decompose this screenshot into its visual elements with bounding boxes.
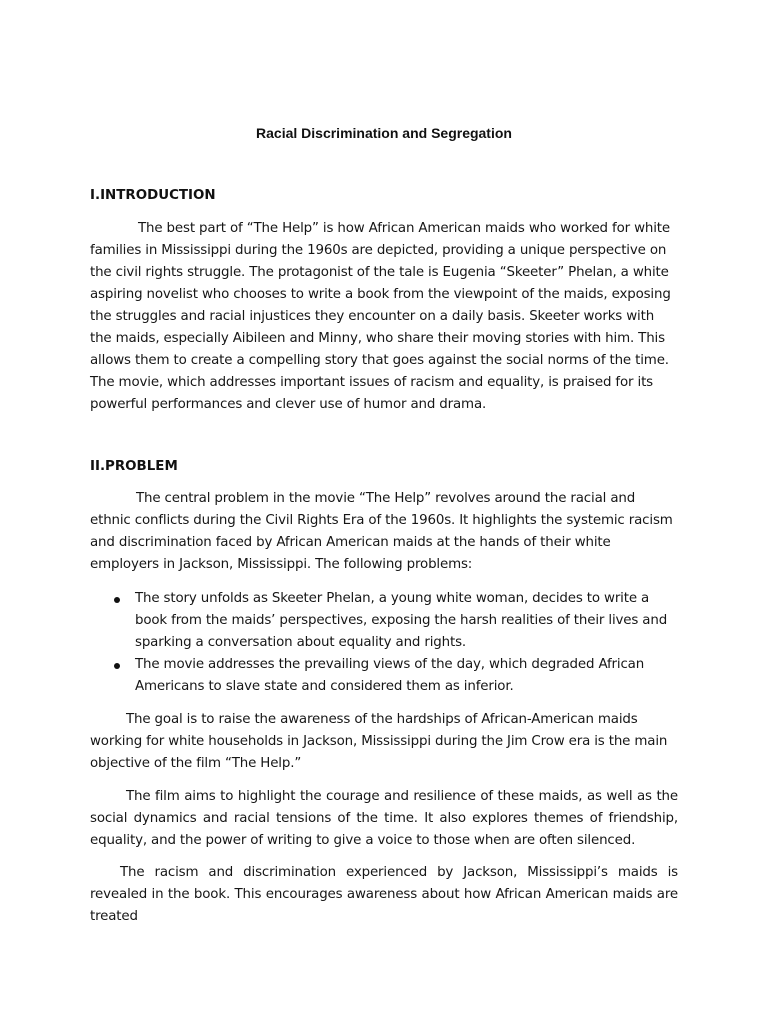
bullet-icon: [114, 597, 120, 603]
document-title: Racial Discrimination and Segregation: [256, 125, 512, 141]
goal-paragraph: The goal is to raise the awareness of the hardships of African-American maids working for white households in Jackson, Mississippi during the Jim Crow era is the main objective of the film “The Help.”: [90, 712, 668, 771]
problem-bullet-list: [90, 588, 678, 698]
bullet-text: The story unfolds as Skeeter Phelan, a young white woman, decides to write a book from the maids’ perspectives, exposing the harsh realities of their lives and sparking a conversation about equality and rights.: [135, 591, 668, 650]
list-item: [90, 654, 678, 698]
problem-intro-paragraph: The central problem in the movie “The Help” revolves around the racial and ethnic conflicts during the Civil Rights Era of the 1960s. It highlights the systemic racism and discrimination faced by African American maids at the hands of their white employers in Jackson, Mississippi. The following problems:: [90, 491, 673, 572]
list-item: [90, 588, 678, 654]
bullet-icon: [114, 663, 120, 669]
racism-paragraph: The racism and discrimination experienced by Jackson, Mississippi’s maids is revealed in the book. This encourages awareness about how African American maids are treated: [90, 865, 678, 924]
film-aims-paragraph: The film aims to highlight the courage and resilience of these maids, as well as the social dynamics and racial tensions of the time. It also explores themes of friendship, equality, and the power of writing to give a voice to those when are often silenced.: [90, 789, 678, 848]
bullet-text: The movie addresses the prevailing views of the day, which degraded African Americans to slave state and considered them as inferior.: [135, 657, 645, 694]
introduction-paragraph: The best part of “The Help” is how African American maids who worked for white families in Mississippi during the 1960s are depicted, providing a unique perspective on the civil rights struggle. The protagonist of the tale is Eugenia “Skeeter” Phelan, a white aspiring novelist who chooses to write a book from the viewpoint of the maids, exposing the struggles and racial injustices they encounter on a daily basis. Skeeter works with the maids, especially Aibileen and Minny, who share their moving stories with him. This allows them to create a compelling story that goes against the social norms of the time. The movie, which addresses important issues of racism and equality, is praised for its powerful performances and clever use of humor and drama.: [90, 221, 671, 412]
section-heading-introduction: I.INTRODUCTION: [90, 188, 216, 203]
section-heading-problem: II.PROBLEM: [90, 459, 178, 474]
